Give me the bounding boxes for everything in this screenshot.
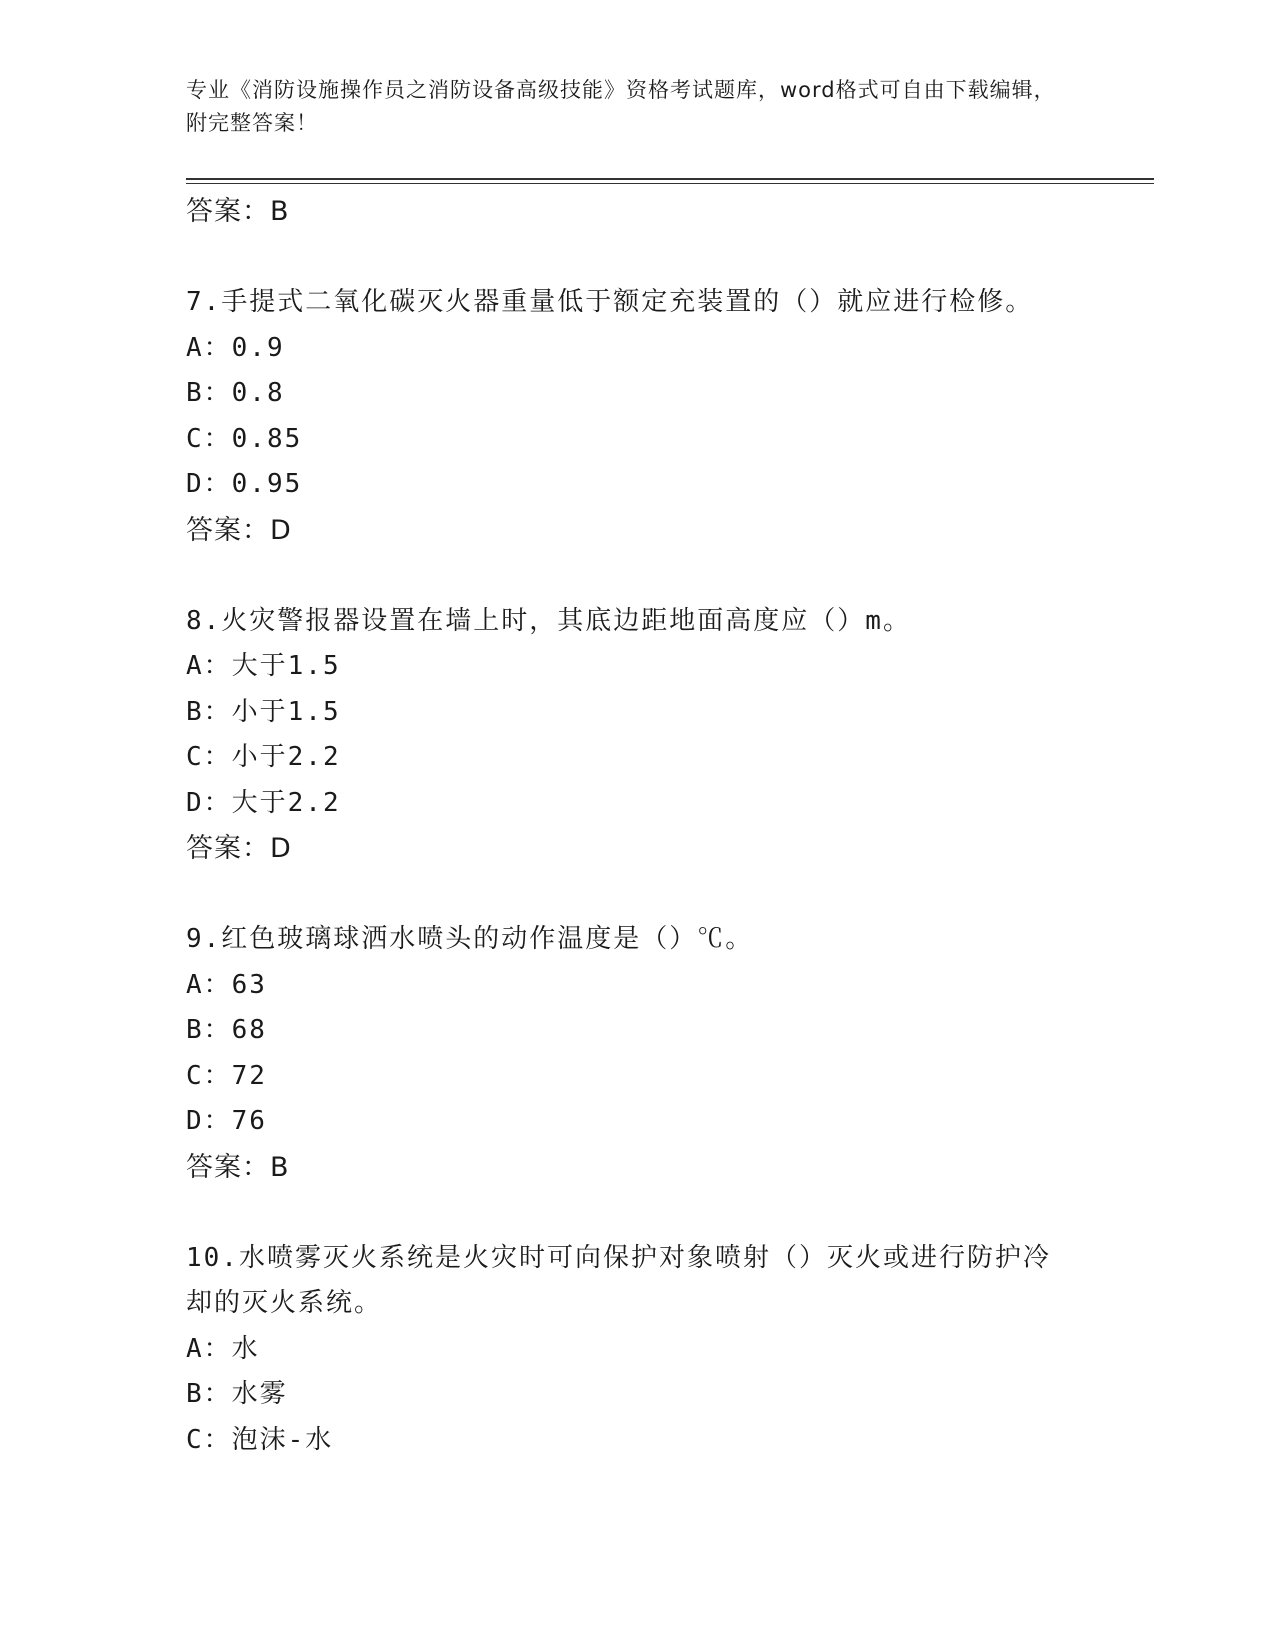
answer: 答案：D: [186, 833, 292, 864]
question-7: [186, 280, 1086, 553]
previous-answer: 答案：B: [186, 196, 290, 227]
option-d: D：76: [186, 1106, 267, 1136]
question-10: [186, 1236, 1086, 1464]
option-b: B：0.8: [186, 378, 285, 408]
option-a: A：0.9: [186, 332, 285, 363]
question-list: [186, 189, 1086, 1463]
option-b: B：水雾: [186, 1379, 288, 1409]
answer: 答案：D: [186, 514, 292, 546]
option-a: A：63: [186, 969, 267, 1000]
question-stem-line-2: 却的灭火系统。: [186, 1288, 383, 1318]
answer: 答案：B: [186, 1151, 290, 1183]
document-header: 专业《消防设施操作员之消防设备高级技能》资格考试题库，word格式可自由下载编辑，附完整答案！: [186, 78, 1056, 135]
question-stem-line-1: 10.水喷雾灭火系统是火灾时可向保护对象喷射（）灭火或进行防护冷: [186, 1242, 1051, 1273]
header-divider-thin: [186, 183, 1154, 184]
option-c: C：0.85: [186, 423, 303, 454]
option-a: A：水: [186, 1333, 260, 1364]
option-a: A：大于1.5: [186, 651, 341, 681]
option-c: C：小于2.2: [186, 742, 341, 772]
question-stem: 9.红色玻璃球洒水喷头的动作温度是（）℃。: [186, 924, 754, 954]
question-9: [186, 917, 1086, 1190]
question-8: [186, 599, 1086, 872]
option-c: C：72: [186, 1060, 267, 1091]
option-d: D：0.95: [186, 469, 303, 499]
question-stem: 7.手提式二氧化碳灭火器重量低于额定充装置的（）就应进行检修。: [186, 287, 1034, 317]
header-divider-thick: [186, 178, 1154, 180]
option-b: B：小于1.5: [186, 696, 341, 727]
option-b: B：68: [186, 1015, 267, 1045]
option-c: C：泡沫-水: [186, 1424, 334, 1455]
option-d: D：大于2.2: [186, 787, 341, 818]
question-stem: 8.火灾警报器设置在墙上时，其底边距地面高度应（）m。: [186, 605, 911, 636]
